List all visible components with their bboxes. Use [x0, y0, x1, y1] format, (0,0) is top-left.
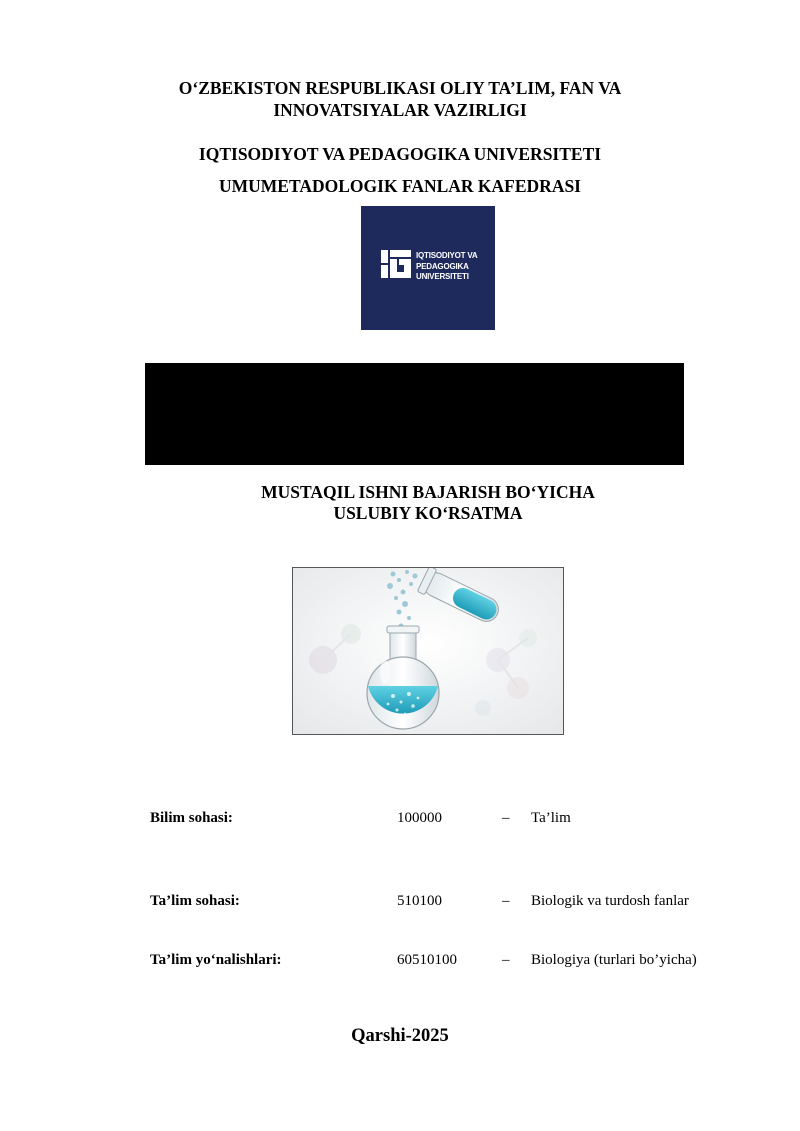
- logo-text: [416, 251, 478, 283]
- title-line-2: USLUBIY KO‘RSATMA: [333, 503, 523, 523]
- redacted-block: [145, 363, 684, 465]
- department-name: UMUMETADOLOGIK FANLAR KAFEDRASI: [219, 176, 581, 196]
- logo-text-line-3: UNIVERSITETI: [416, 272, 469, 281]
- field-dash: –: [502, 952, 510, 968]
- ministry-line-2: INNOVATSIYALAR VAZIRLIGI: [273, 100, 527, 120]
- logo-text-line-2: PEDAGOGIKA: [416, 261, 469, 271]
- field-code: 510100: [397, 893, 442, 909]
- university-name: IQTISODIYOT VA PEDAGOGIKA UNIVERSITETI: [198, 144, 602, 164]
- field-name: Biologiya (turlari bo’yicha): [531, 952, 697, 968]
- title-line-1: MUSTAQIL ISHNI BAJARISH BO‘YICHA: [261, 482, 595, 502]
- lab-illustration: [292, 567, 564, 735]
- field-dash: –: [502, 893, 510, 909]
- field-label: Ta’lim yo‘nalishlari:: [150, 952, 282, 968]
- field-code: 100000: [397, 810, 442, 826]
- field-dash: –: [502, 810, 510, 826]
- place-year: Qarshi-2025: [351, 1026, 449, 1046]
- logo-text-line-1: IQTISODIYOT VA: [416, 251, 478, 260]
- field-code: 60510100: [397, 952, 457, 968]
- logo-mark-icon: [381, 250, 411, 282]
- lab-flask-test-tube-icon: [293, 568, 564, 735]
- university-logo: [361, 206, 495, 330]
- field-label: Bilim sohasi:: [150, 810, 233, 826]
- field-name: Biologik va turdosh fanlar: [531, 893, 689, 909]
- ministry-line-1: O‘ZBEKISTON RESPUBLIKASI OLIY TA’LIM, FAN VA: [178, 78, 622, 98]
- field-label: Ta’lim sohasi:: [150, 893, 240, 909]
- field-name: Ta’lim: [531, 810, 571, 826]
